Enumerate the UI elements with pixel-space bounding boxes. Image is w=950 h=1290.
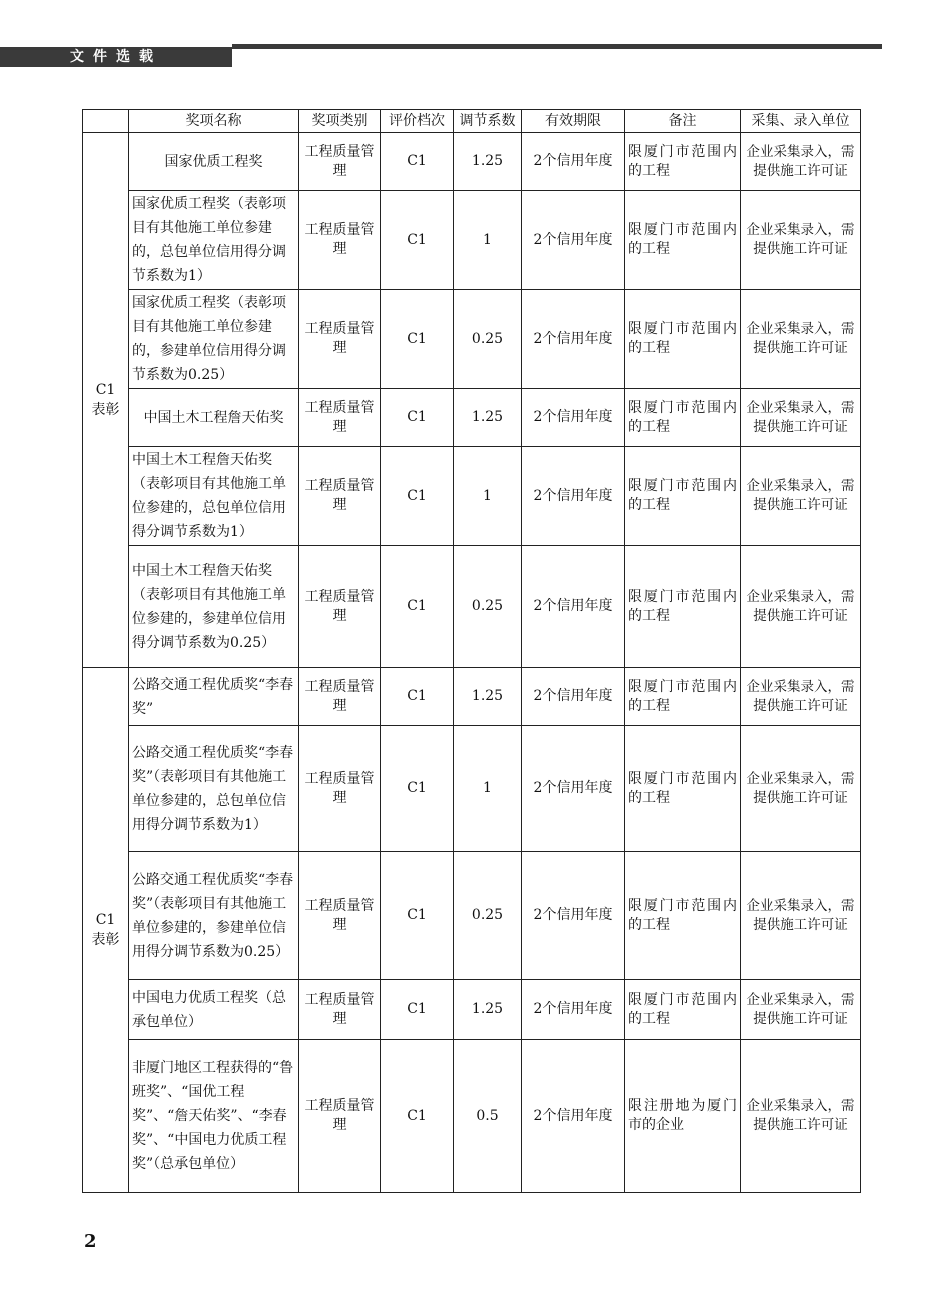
table-row	[83, 546, 861, 668]
award-category: 工程质量管理	[299, 546, 381, 668]
award-collector: 企业采集录入，需提供施工许可证	[741, 668, 861, 726]
award-collector: 企业采集录入，需提供施工许可证	[741, 546, 861, 668]
award-note: 限厦门市范围内的工程	[625, 980, 741, 1040]
award-coefficient: 1	[454, 191, 522, 290]
table-header-row	[83, 110, 861, 133]
award-category: 工程质量管理	[299, 980, 381, 1040]
award-name: 中国土木工程詹天佑奖（表彰项目有其他施工单位参建的，参建单位信用得分调节系数为0.25）	[129, 546, 299, 668]
table-row	[83, 191, 861, 290]
column-header: 采集、录入单位	[741, 110, 861, 133]
group-label-line1: C1	[95, 382, 116, 398]
award-note: 限厦门市范围内的工程	[625, 852, 741, 980]
award-coefficient: 1.25	[454, 668, 522, 726]
award-grade: C1	[381, 290, 454, 389]
award-validity: 2个信用年度	[522, 133, 625, 191]
award-collector: 企业采集录入，需提供施工许可证	[741, 290, 861, 389]
award-category: 工程质量管理	[299, 1040, 381, 1193]
award-collector: 企业采集录入，需提供施工许可证	[741, 852, 861, 980]
award-grade: C1	[381, 191, 454, 290]
table-row	[83, 389, 861, 447]
award-category: 工程质量管理	[299, 133, 381, 191]
award-category: 工程质量管理	[299, 726, 381, 852]
award-note: 限厦门市范围内的工程	[625, 668, 741, 726]
award-note: 限厦门市范围内的工程	[625, 546, 741, 668]
table-row	[83, 668, 861, 726]
column-header	[83, 110, 129, 133]
table-row	[83, 980, 861, 1040]
award-category: 工程质量管理	[299, 852, 381, 980]
award-coefficient: 1	[454, 447, 522, 546]
award-grade: C1	[381, 133, 454, 191]
award-grade: C1	[381, 668, 454, 726]
group-label-line1: C1	[95, 912, 116, 928]
award-collector: 企业采集录入，需提供施工许可证	[741, 980, 861, 1040]
award-name: 国家优质工程奖	[129, 133, 299, 191]
award-note: 限厦门市范围内的工程	[625, 290, 741, 389]
award-collector: 企业采集录入，需提供施工许可证	[741, 447, 861, 546]
column-header: 奖项类别	[299, 110, 381, 133]
group-label-cell	[83, 133, 129, 668]
award-name: 非厦门地区工程获得的“鲁班奖”、“国优工程奖”、“詹天佑奖”、“李春奖”、“中国电力优质工程奖”（总承包单位）	[129, 1040, 299, 1193]
award-grade: C1	[381, 1040, 454, 1193]
award-validity: 2个信用年度	[522, 852, 625, 980]
award-validity: 2个信用年度	[522, 389, 625, 447]
award-name: 中国土木工程詹天佑奖	[129, 389, 299, 447]
award-name: 公路交通工程优质奖“李春奖”	[129, 668, 299, 726]
award-note: 限注册地为厦门市的企业	[625, 1040, 741, 1193]
award-grade: C1	[381, 726, 454, 852]
award-validity: 2个信用年度	[522, 447, 625, 546]
award-collector: 企业采集录入，需提供施工许可证	[741, 726, 861, 852]
table-row	[83, 290, 861, 389]
award-grade: C1	[381, 447, 454, 546]
award-validity: 2个信用年度	[522, 726, 625, 852]
table-row	[83, 852, 861, 980]
award-name: 中国土木工程詹天佑奖（表彰项目有其他施工单位参建的，总包单位信用得分调节系数为1）	[129, 447, 299, 546]
table-row	[83, 726, 861, 852]
award-note: 限厦门市范围内的工程	[625, 191, 741, 290]
award-name: 国家优质工程奖（表彰项目有其他施工单位参建的，参建单位信用得分调节系数为0.25）	[129, 290, 299, 389]
award-coefficient: 0.25	[454, 852, 522, 980]
award-coefficient: 0.25	[454, 290, 522, 389]
group-label-cell	[83, 668, 129, 1193]
column-header: 评价档次	[381, 110, 454, 133]
column-header: 奖项名称	[129, 110, 299, 133]
column-header: 有效期限	[522, 110, 625, 133]
award-coefficient: 1.25	[454, 133, 522, 191]
award-grade: C1	[381, 980, 454, 1040]
award-collector: 企业采集录入，需提供施工许可证	[741, 191, 861, 290]
table-row	[83, 447, 861, 546]
award-collector: 企业采集录入，需提供施工许可证	[741, 133, 861, 191]
award-category: 工程质量管理	[299, 447, 381, 546]
award-validity: 2个信用年度	[522, 668, 625, 726]
award-name: 公路交通工程优质奖“李春奖”（表彰项目有其他施工单位参建的，总包单位信用得分调节系数为1）	[129, 726, 299, 852]
award-note: 限厦门市范围内的工程	[625, 133, 741, 191]
award-coefficient: 0.25	[454, 546, 522, 668]
award-category: 工程质量管理	[299, 668, 381, 726]
award-validity: 2个信用年度	[522, 546, 625, 668]
table-row	[83, 1040, 861, 1193]
award-name: 公路交通工程优质奖“李春奖”（表彰项目有其他施工单位参建的，参建单位信用得分调节系数为0.25）	[129, 852, 299, 980]
award-coefficient: 1.25	[454, 389, 522, 447]
award-name: 国家优质工程奖（表彰项目有其他施工单位参建的，总包单位信用得分调节系数为1）	[129, 191, 299, 290]
award-note: 限厦门市范围内的工程	[625, 447, 741, 546]
award-grade: C1	[381, 389, 454, 447]
award-category: 工程质量管理	[299, 290, 381, 389]
award-validity: 2个信用年度	[522, 191, 625, 290]
award-validity: 2个信用年度	[522, 980, 625, 1040]
group-label-line2: 表彰	[91, 402, 120, 418]
award-validity: 2个信用年度	[522, 1040, 625, 1193]
header-rule	[232, 44, 882, 49]
award-coefficient: 0.5	[454, 1040, 522, 1193]
award-note: 限厦门市范围内的工程	[625, 389, 741, 447]
award-coefficient: 1	[454, 726, 522, 852]
award-category: 工程质量管理	[299, 389, 381, 447]
award-table	[82, 109, 861, 1193]
award-validity: 2个信用年度	[522, 290, 625, 389]
award-name: 中国电力优质工程奖（总承包单位）	[129, 980, 299, 1040]
award-coefficient: 1.25	[454, 980, 522, 1040]
award-grade: C1	[381, 546, 454, 668]
award-grade: C1	[381, 852, 454, 980]
award-collector: 企业采集录入，需提供施工许可证	[741, 1040, 861, 1193]
column-header: 调节系数	[454, 110, 522, 133]
page-number: 2	[84, 1231, 97, 1252]
column-header: 备注	[625, 110, 741, 133]
section-label: 文件选载	[70, 49, 162, 65]
award-collector: 企业采集录入，需提供施工许可证	[741, 389, 861, 447]
award-note: 限厦门市范围内的工程	[625, 726, 741, 852]
group-label-line2: 表彰	[91, 932, 120, 948]
award-category: 工程质量管理	[299, 191, 381, 290]
table-row	[83, 133, 861, 191]
